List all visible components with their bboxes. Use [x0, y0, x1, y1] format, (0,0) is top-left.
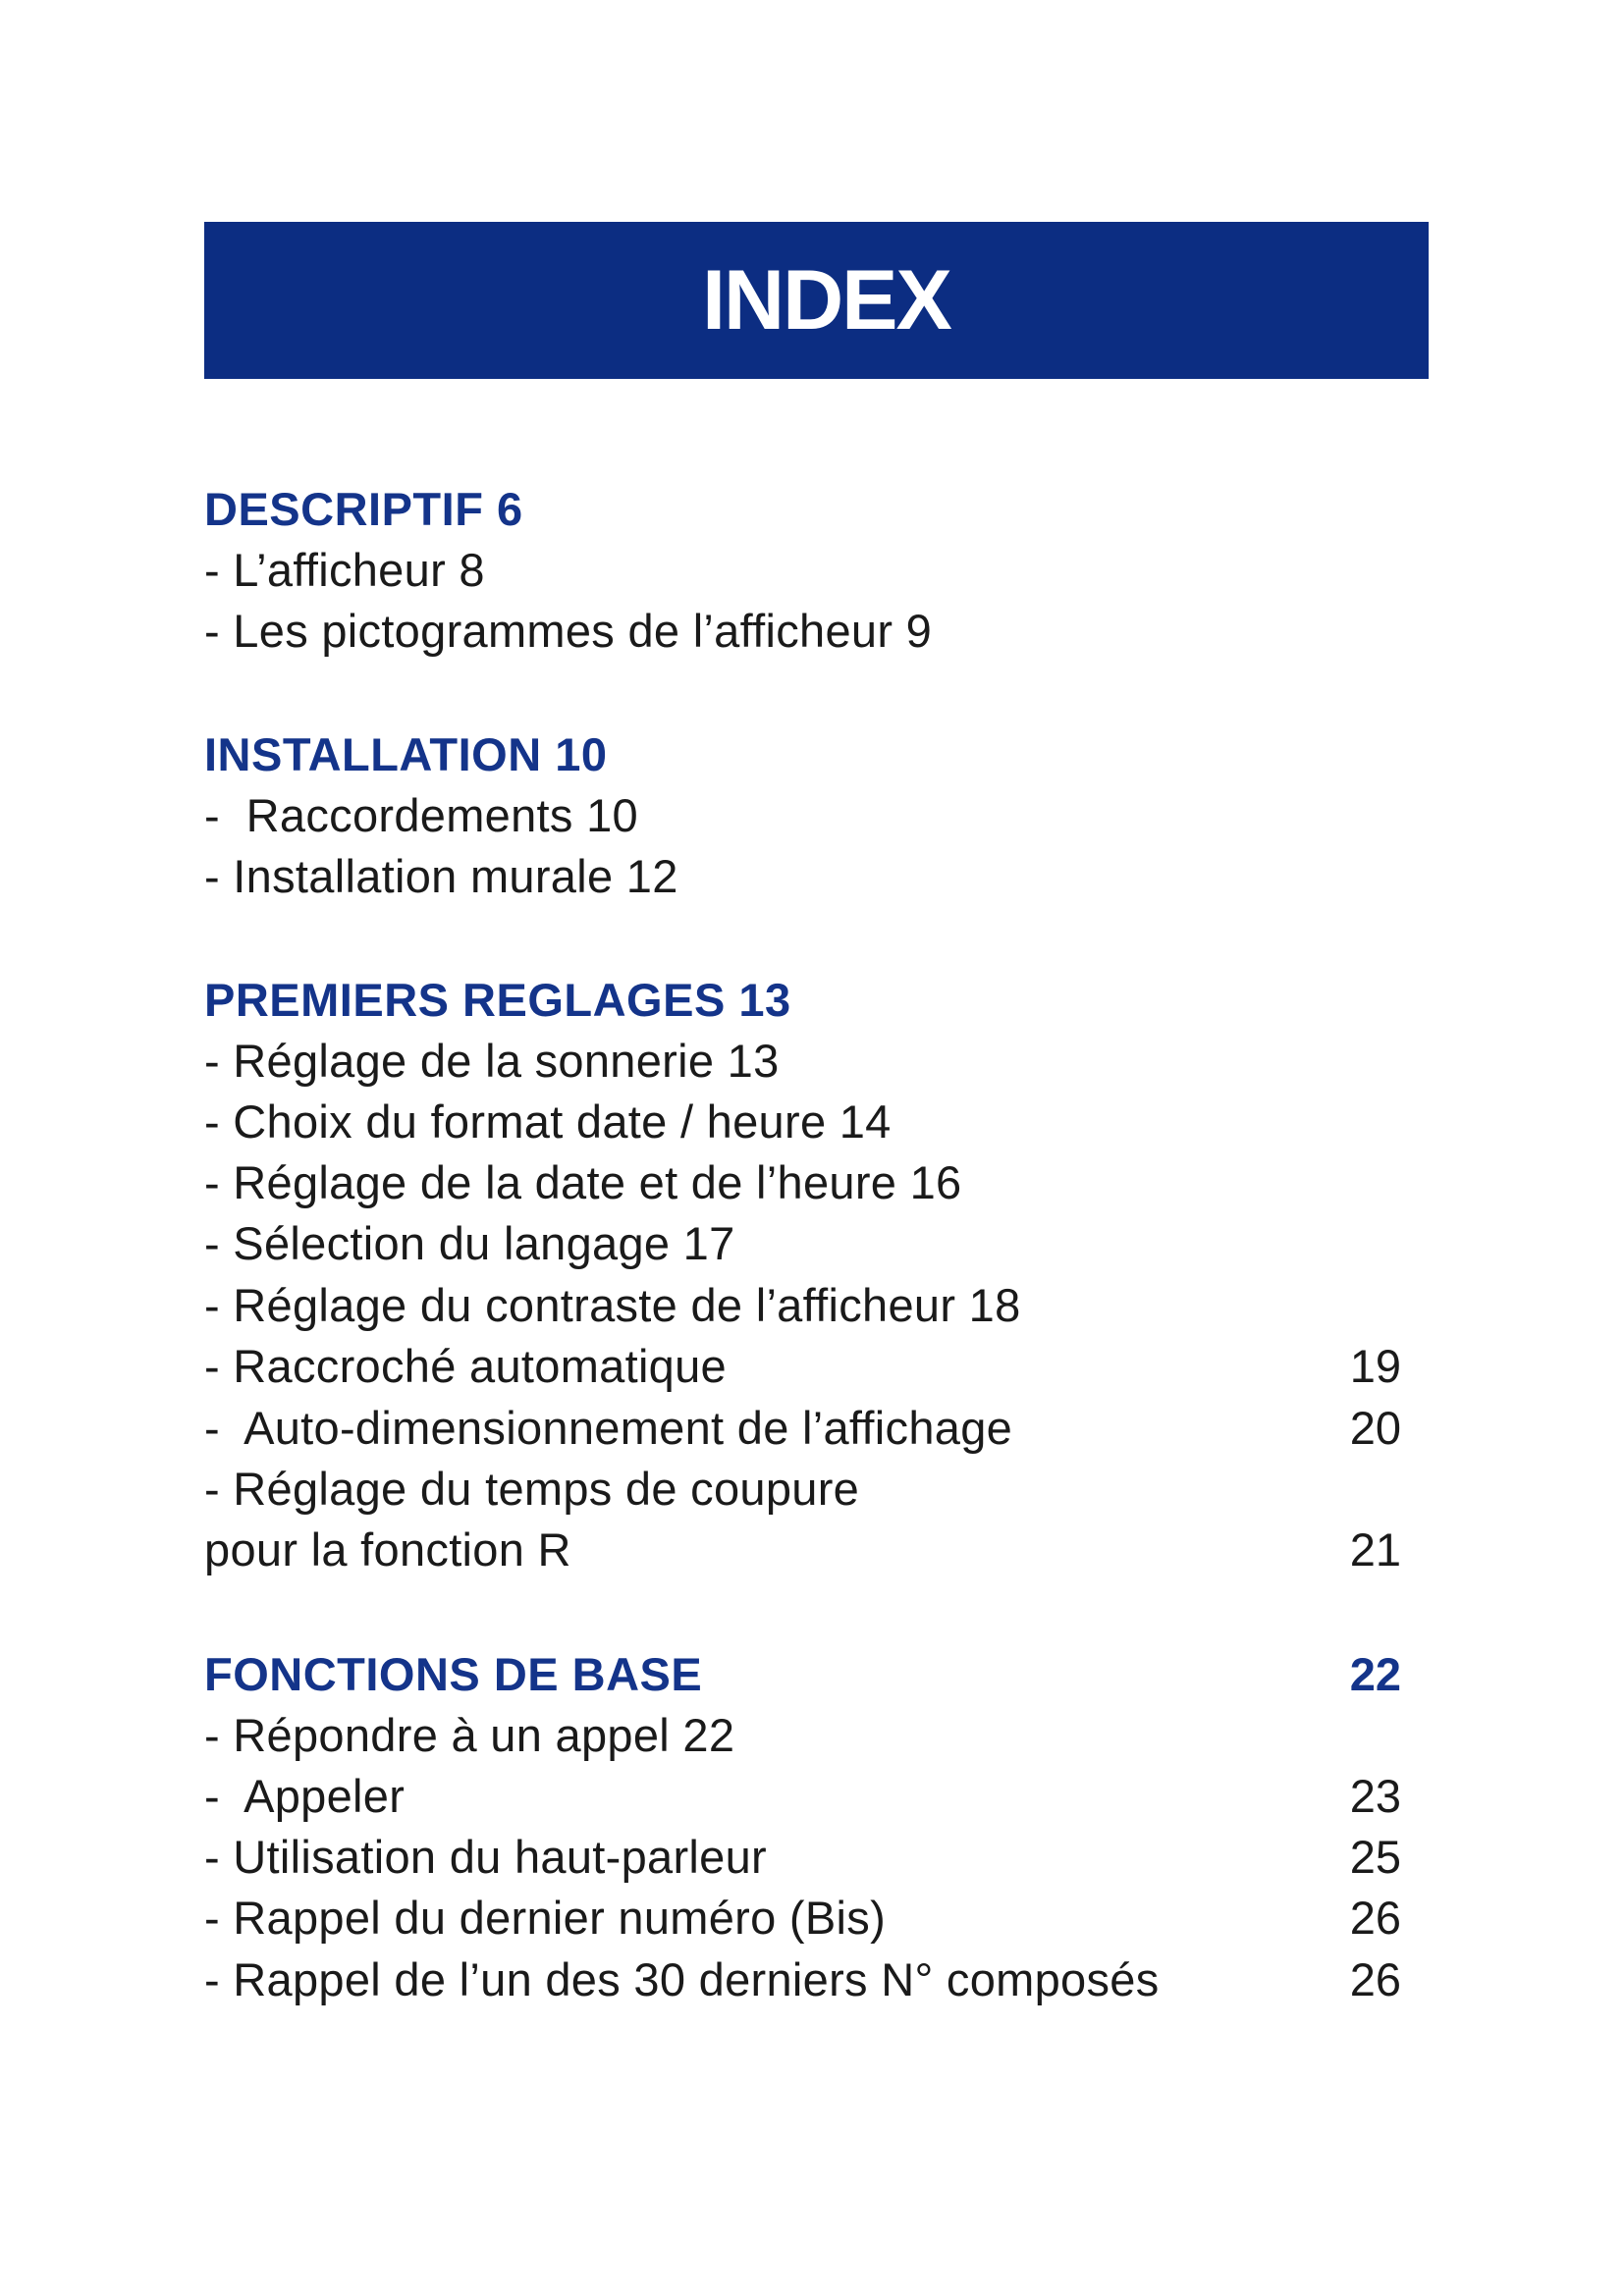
toc-entry: - L’afficheur 8 — [204, 544, 485, 596]
section-heading-premiers-reglages: PREMIERS REGLAGES 13 — [204, 974, 791, 1026]
toc-entry: - Réglage de la sonnerie 13 — [204, 1035, 780, 1087]
toc-entry: - Répondre à un appel 22 — [204, 1709, 735, 1761]
toc-page-number: 26 — [1349, 1953, 1401, 2005]
toc-page-number: 23 — [1349, 1770, 1401, 1822]
toc-page-number: 21 — [1349, 1523, 1401, 1575]
toc-entry: - Raccroché automatique — [204, 1340, 728, 1392]
toc-entry: - Utilisation du haut-parleur — [204, 1831, 767, 1883]
toc-entry: pour la fonction R — [204, 1523, 571, 1575]
toc-page-number: 25 — [1349, 1831, 1401, 1883]
toc-entry: - Réglage de la date et de l’heure 16 — [204, 1156, 962, 1208]
toc-heading-page-number: 22 — [1349, 1648, 1401, 1700]
toc-entry: - Raccordements 10 — [204, 789, 638, 841]
toc-entry: - Réglage du temps de coupure — [204, 1463, 860, 1515]
toc-entry: - Installation murale 12 — [204, 850, 678, 902]
section-heading-descriptif: DESCRIPTIF 6 — [204, 483, 523, 535]
toc-page-number: 20 — [1349, 1402, 1401, 1454]
toc-entry: - Choix du format date / heure 14 — [204, 1095, 892, 1148]
toc-entry: - Les pictogrammes de l’afficheur 9 — [204, 605, 933, 657]
toc-page-number: 26 — [1349, 1892, 1401, 1944]
section-heading-installation: INSTALLATION 10 — [204, 728, 608, 780]
toc-entry: - Sélection du langage 17 — [204, 1217, 735, 1269]
toc-entry: - Appeler — [204, 1770, 406, 1822]
page-title: INDEX — [702, 252, 950, 347]
toc-entry: - Rappel de l’un des 30 derniers N° composés — [204, 1953, 1160, 2005]
toc-entry: - Rappel du dernier numéro (Bis) — [204, 1892, 887, 1944]
toc-entry: - Auto-dimensionnement de l’affichage — [204, 1402, 1013, 1454]
toc-entry: - Réglage du contraste de l’afficheur 18 — [204, 1279, 1021, 1331]
toc-page-number: 19 — [1349, 1340, 1401, 1392]
section-heading-fonctions-de-base: FONCTIONS DE BASE — [204, 1648, 703, 1700]
index-banner — [204, 222, 1429, 379]
